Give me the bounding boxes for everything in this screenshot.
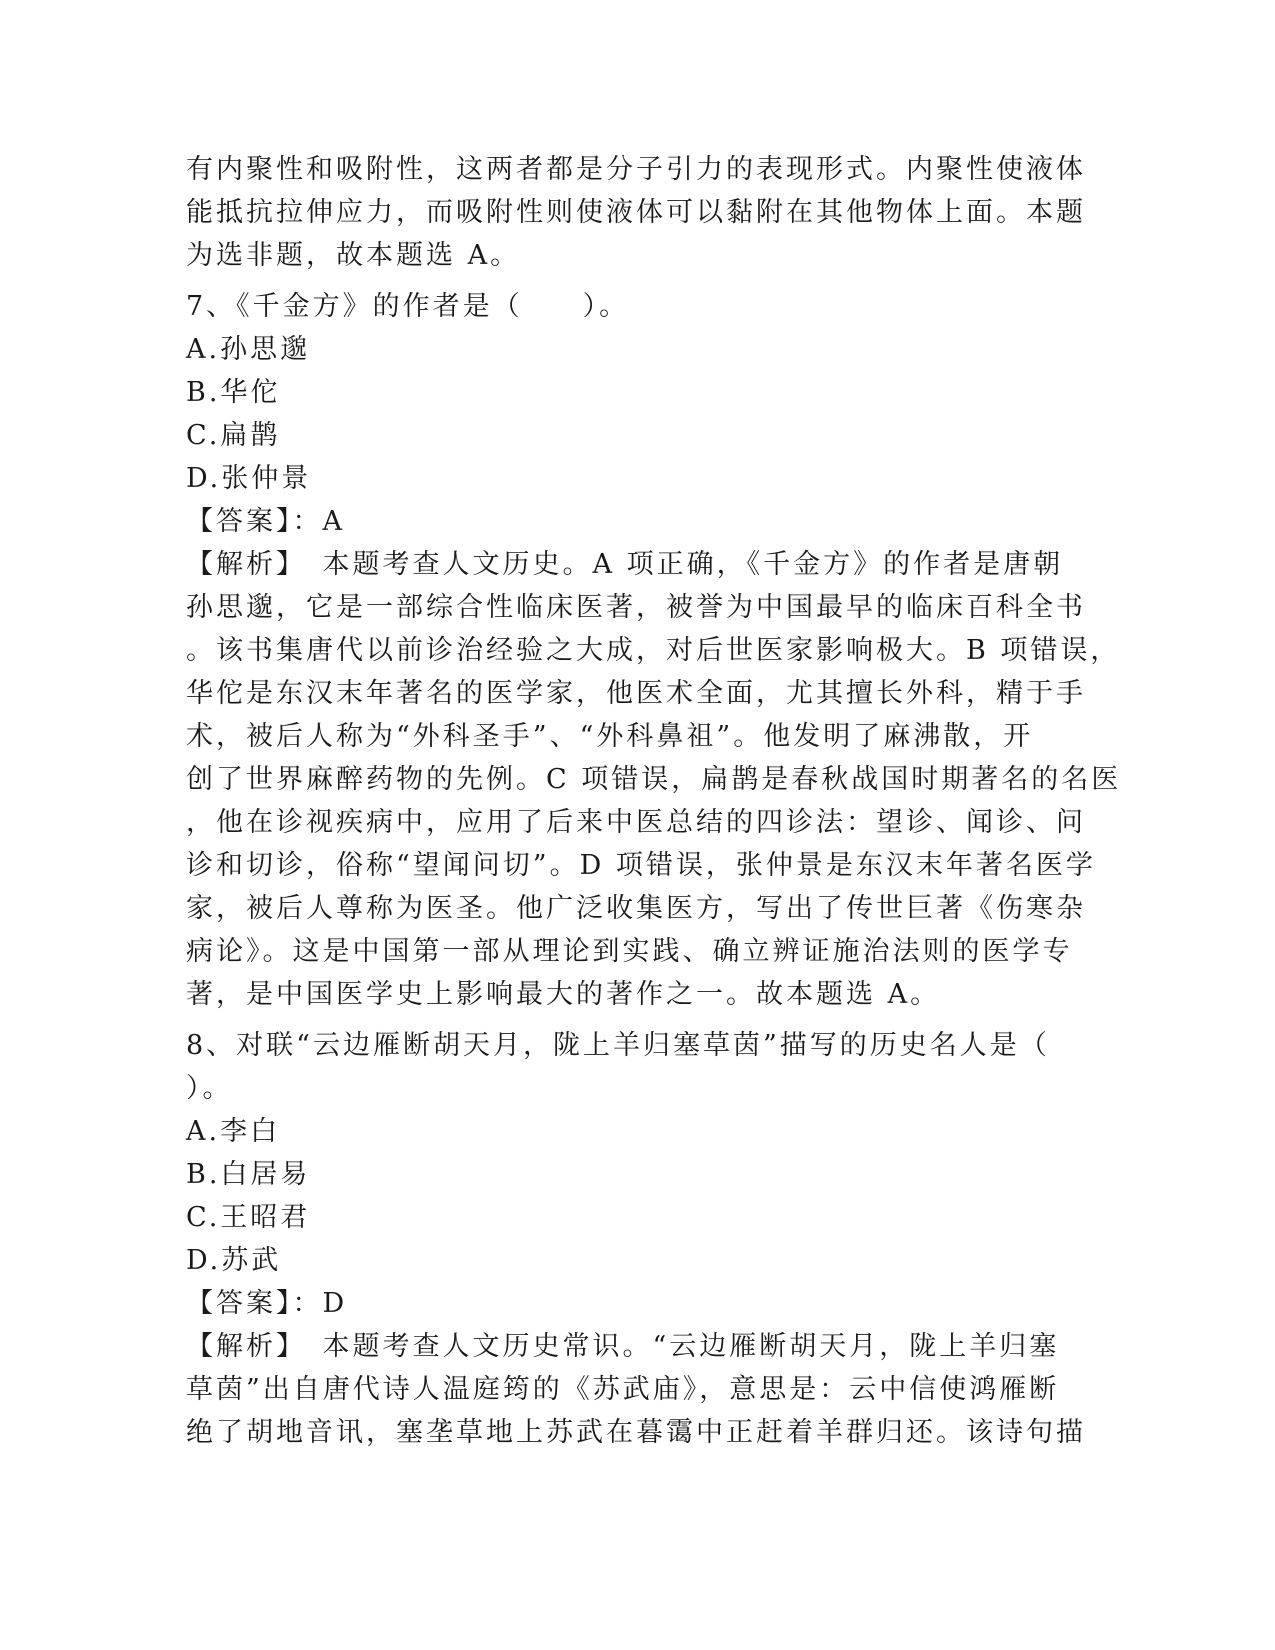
option-d: D.张仲景: [186, 463, 312, 494]
option-b: B.白居易: [186, 1159, 311, 1190]
explanation: [186, 543, 1122, 1016]
option-d: D.苏武: [186, 1245, 282, 1276]
question-7: [186, 285, 1122, 1016]
option-c: C.王昭君: [186, 1202, 311, 1233]
text-line: 绝了胡地音讯，塞垄草地上苏武在暮霭中正赶着羊群归还。该诗句描: [186, 1417, 1086, 1448]
answer-line: 【答案】：D: [186, 1288, 348, 1319]
option-a: A.孙思邈: [186, 334, 311, 365]
text-line: 病论》。这是中国第一部从理论到实践、确立辨证施治法则的医学专: [186, 936, 1073, 967]
question-stem: 8、对联“云边雁断胡天月，陇上羊归塞草茵”描写的历史名人是（: [186, 1030, 1050, 1061]
text-line: 【解析】 本题考查人文历史常识。“云边雁断胡天月，陇上羊归塞: [186, 1331, 1060, 1362]
explanation: [186, 1325, 1091, 1454]
option-c: C.扁鹊: [186, 420, 281, 451]
text-line: 为选非题，故本题选 A。: [186, 240, 521, 271]
option-b: B.华佗: [186, 377, 281, 408]
text-line: 创了世界麻醉药物的先例。C 项错误，扁鹊是春秋战国时期著名的名医: [186, 764, 1122, 795]
text-line: 草茵”出自唐代诗人温庭筠的《苏武庙》，意思是：云中信使鸿雁断: [186, 1374, 1060, 1405]
text-line: ，他在诊视疾病中，应用了后来中医总结的四诊法：望诊、闻诊、问: [186, 807, 1086, 838]
previous-explanation-tail: [186, 148, 1091, 277]
text-line: 术，被后人称为“外科圣手”、“外科鼻祖”。他发明了麻沸散，开: [186, 721, 1034, 752]
text-line: 诊和切诊，俗称“望闻问切”。D 项错误，张仲景是东汉末年著名医学: [186, 850, 1096, 881]
text-line: 。该书集唐代以前诊治经验之大成，对后世医家影响极大。B 项错误，: [186, 635, 1121, 666]
question-stem: 7、《千金方》的作者是（ ）。: [186, 291, 630, 322]
question-stem-continued: ）。: [186, 1073, 233, 1104]
page-content: [186, 148, 1122, 1454]
question-8: [186, 1024, 1091, 1454]
text-line: 著，是中国医学史上影响最大的著作之一。故本题选 A。: [186, 979, 941, 1010]
answer-line: 【答案】：A: [186, 506, 345, 537]
text-line: 孙思邈，它是一部综合性临床医著，被誉为中国最早的临床百科全书: [186, 592, 1086, 623]
option-a: A.李白: [186, 1116, 281, 1147]
text-line: 能抵抗拉伸应力，而吸附性则使液体可以黏附在其他物体上面。本题: [186, 197, 1086, 228]
text-line: 家，被后人尊称为医圣。他广泛收集医方，写出了传世巨著《伤寒杂: [186, 893, 1086, 924]
text-line: 有内聚性和吸附性，这两者都是分子引力的表现形式。内聚性使液体: [186, 154, 1086, 185]
text-line: 【解析】 本题考查人文历史。A 项正确，《千金方》的作者是唐朝: [186, 549, 1064, 580]
text-line: 华佗是东汉末年著名的医学家，他医术全面，尤其擅长外科，精于手: [186, 678, 1086, 709]
